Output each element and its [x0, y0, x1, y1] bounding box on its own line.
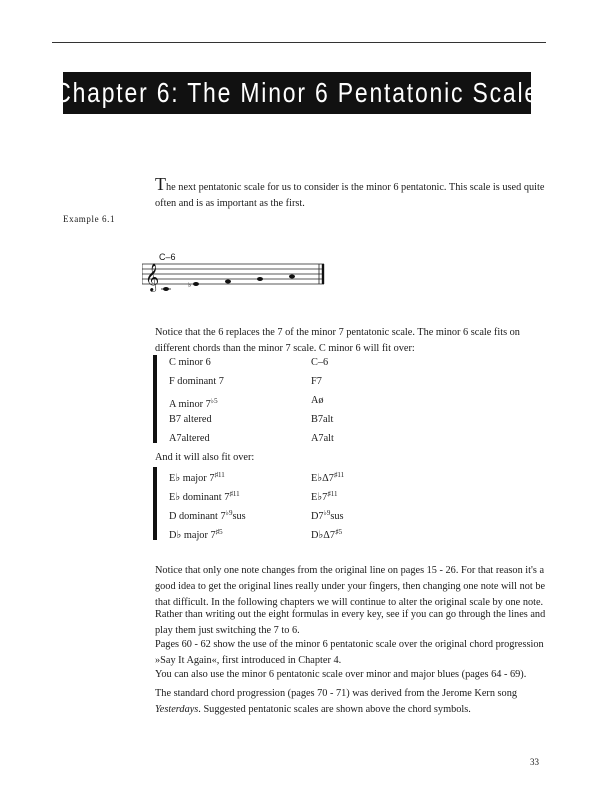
chord-name-1: C minor 6 [169, 357, 211, 368]
chord-symbol-1: C–6 [311, 357, 329, 368]
note-f [225, 280, 231, 284]
paragraph-3: Notice that only one note changes from the original line on pages 15 - 26. For that reason it's a good idea to get the original lines really under your fingers, then changing one note will not be that difficult. In the following chapters we will continue to alter the original scale by one note. [155, 565, 546, 608]
intro-paragraph [155, 174, 547, 212]
chapter-title: Chapter 6: The Minor 6 Pentatonic Scale [54, 77, 540, 108]
chapter-banner [54, 72, 540, 114]
example-label: Example 6.1 [63, 214, 116, 224]
chord-name-2: F dominant 7 [169, 376, 224, 387]
group2-bracket [153, 467, 157, 540]
chord-name-8: D dominant $7^{♭9}sus$ [169, 509, 246, 522]
note-a [289, 275, 295, 279]
chord-symbol-8: $D7^{♭9}sus$ [311, 509, 344, 522]
chord-symbol-6: $E♭\Delta 7^{♯11}$ [311, 471, 345, 484]
chord-symbol-label: C–6 [159, 252, 176, 262]
chord-symbol-2: F7 [311, 376, 322, 387]
note-e-flat [193, 282, 199, 286]
page-number: 33 [530, 757, 539, 767]
chord-symbol-7: $E♭7^{♯11}$ [311, 490, 338, 503]
scale-notes [161, 275, 295, 292]
treble-clef-icon: 𝄞 [145, 263, 160, 291]
paragraph-7: The standard chord progression (pages 70 - 71) was derived from the Jerome Kern song Yesterdays. Suggested pentatonic scales are shown above the chord symbols. [155, 688, 517, 715]
note-g [257, 277, 263, 281]
chord-name-9: D♭ major $7^{♯5}$ [169, 528, 223, 541]
intro-text: he next pentatonic scale for us to consider is the minor 6 pentatonic. This scale is used quite often and is as important as the first. [155, 182, 545, 209]
chord-name-4: B7 altered [169, 414, 212, 425]
flat-sign: ♭ [188, 281, 192, 289]
chord-symbol-4: B7alt [311, 414, 334, 425]
song-title: Yesterdays [155, 704, 199, 715]
paragraph-2: Notice that the 6 replaces the 7 of the minor 7 pentatonic scale. The minor 6 scale fits on different chords than the minor 7 scale. C minor 6 will fit over: [155, 327, 520, 354]
paragraph-5: Pages 60 - 62 show the use of the minor 6 pentatonic scale over the original chord progression »Say It Again«, first introduced in Chapter 4. [155, 639, 544, 666]
top-rule [52, 42, 546, 43]
paragraph-4: Rather than writing out the eight formulas in every key, see if you can go through the lines and play them just switching the 7 to 6. [155, 609, 546, 636]
chord-name-3: A minor $7^{♭5}$ [169, 397, 218, 410]
chord-symbol-9: $D♭\Delta 7^{♯5}$ [311, 528, 343, 541]
chord-name-7: E♭ dominant $7^{♯11}$ [169, 490, 240, 503]
paragraph-6: You can also use the minor 6 pentatonic scale over minor and major blues (pages 64 - 69). [155, 669, 527, 680]
also-fit-text: And it will also fit over: [155, 452, 255, 463]
chord-name-5: A7altered [169, 433, 210, 444]
chord-symbol-5: A7alt [311, 433, 334, 444]
chord-name-6: E♭ major $7^{♯11}$ [169, 471, 225, 484]
drop-cap: T [155, 174, 166, 194]
note-c [163, 287, 169, 291]
music-staff [142, 250, 332, 295]
group1-bracket [153, 355, 157, 443]
chord-symbol-3: Aø [311, 395, 324, 406]
